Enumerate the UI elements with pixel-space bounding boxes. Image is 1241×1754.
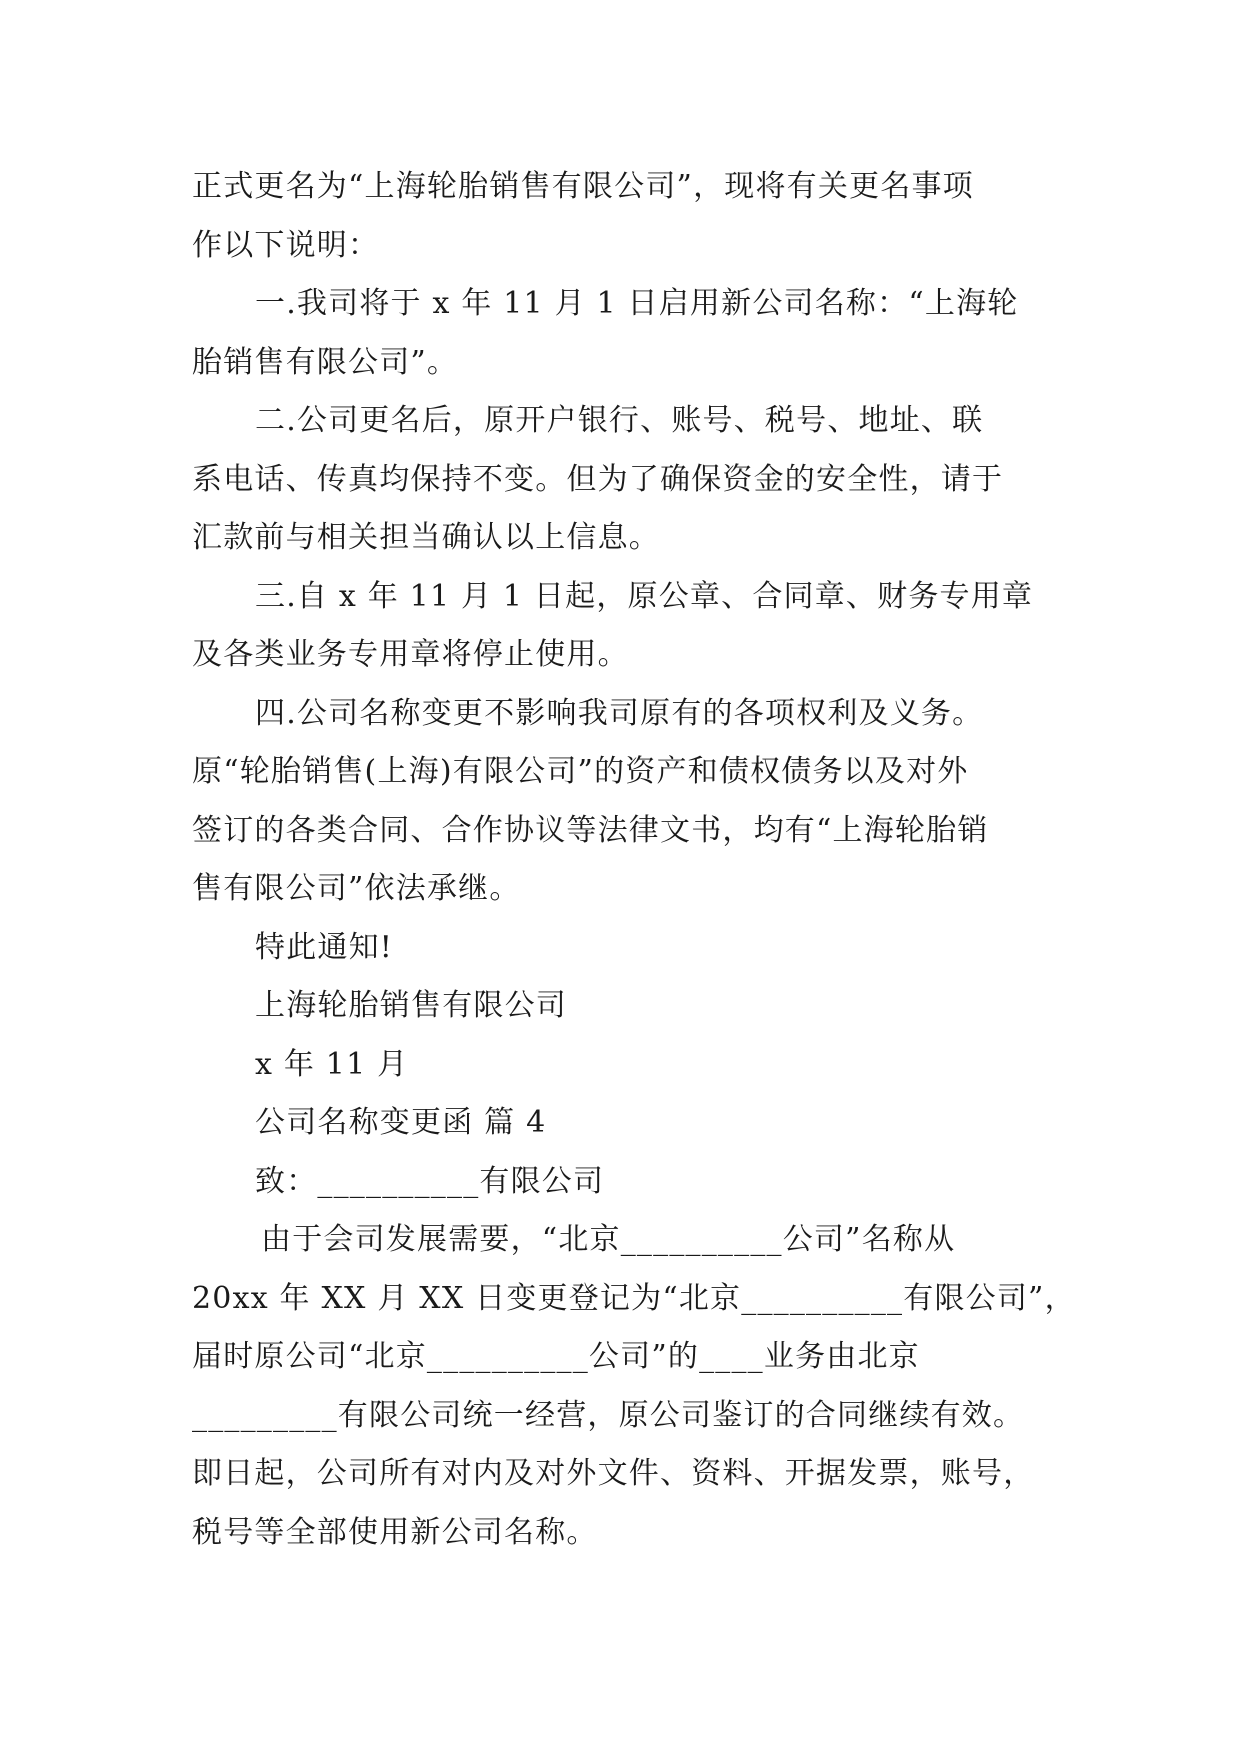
text-line: 届时原公司“北京__________公司”的____业务由北京 bbox=[192, 1339, 920, 1374]
text-line: _________有限公司统一经营，原公司鉴订的合同继续有效。 bbox=[192, 1397, 1025, 1433]
text-line: 四.公司名称变更不影响我司原有的各项权利及义务。 bbox=[255, 695, 984, 731]
text-line: 正式更名为“上海轮胎销售有限公司”，现将有关更名事项 bbox=[192, 169, 974, 204]
text-line: 一.我司将于 x 年 11 月 1 日启用新公司名称：“上海轮 bbox=[255, 286, 1019, 321]
text-line: 致：__________有限公司 bbox=[255, 1163, 605, 1199]
text-line: 及各类业务专用章将停止使用。 bbox=[192, 637, 629, 672]
text-line: 胎销售有限公司”。 bbox=[192, 344, 459, 380]
text-line: 20xx 年 XX 月 XX 日变更登记为“北京__________有限公司”， bbox=[192, 1280, 1076, 1316]
text-line: 原“轮胎销售(上海)有限公司”的资产和债权债务以及对外 bbox=[192, 754, 969, 789]
text-line: 上海轮胎销售有限公司 bbox=[255, 988, 567, 1023]
text-line: 三.自 x 年 11 月 1 日起，原公章、合同章、财务专用章 bbox=[255, 578, 1034, 614]
text-line: x 年 11 月 bbox=[255, 1046, 409, 1082]
text-line: 系电话、传真均保持不变。但为了确保资金的安全性，请于 bbox=[192, 461, 1004, 497]
text-line: 由于会司发展需要，“北京__________公司”名称从 bbox=[261, 1222, 956, 1257]
text-line: 二.公司更名后，原开户银行、账号、税号、地址、联 bbox=[255, 403, 984, 438]
text-line: 汇款前与相关担当确认以上信息。 bbox=[192, 520, 660, 555]
text-line: 特此通知! bbox=[255, 929, 394, 965]
text-line: 作以下说明： bbox=[192, 227, 380, 263]
section-heading: 公司名称变更函 篇 4 bbox=[255, 1105, 547, 1140]
text-line: 售有限公司”依法承继。 bbox=[192, 871, 521, 906]
text-line: 签订的各类合同、合作协议等法律文书，均有“上海轮胎销 bbox=[192, 812, 989, 848]
text-line: 税号等全部使用新公司名称。 bbox=[192, 1514, 598, 1550]
text-line: 即日起，公司所有对内及对外文件、资料、开据发票，账号， bbox=[192, 1456, 1035, 1491]
document-body bbox=[192, 158, 1076, 1562]
